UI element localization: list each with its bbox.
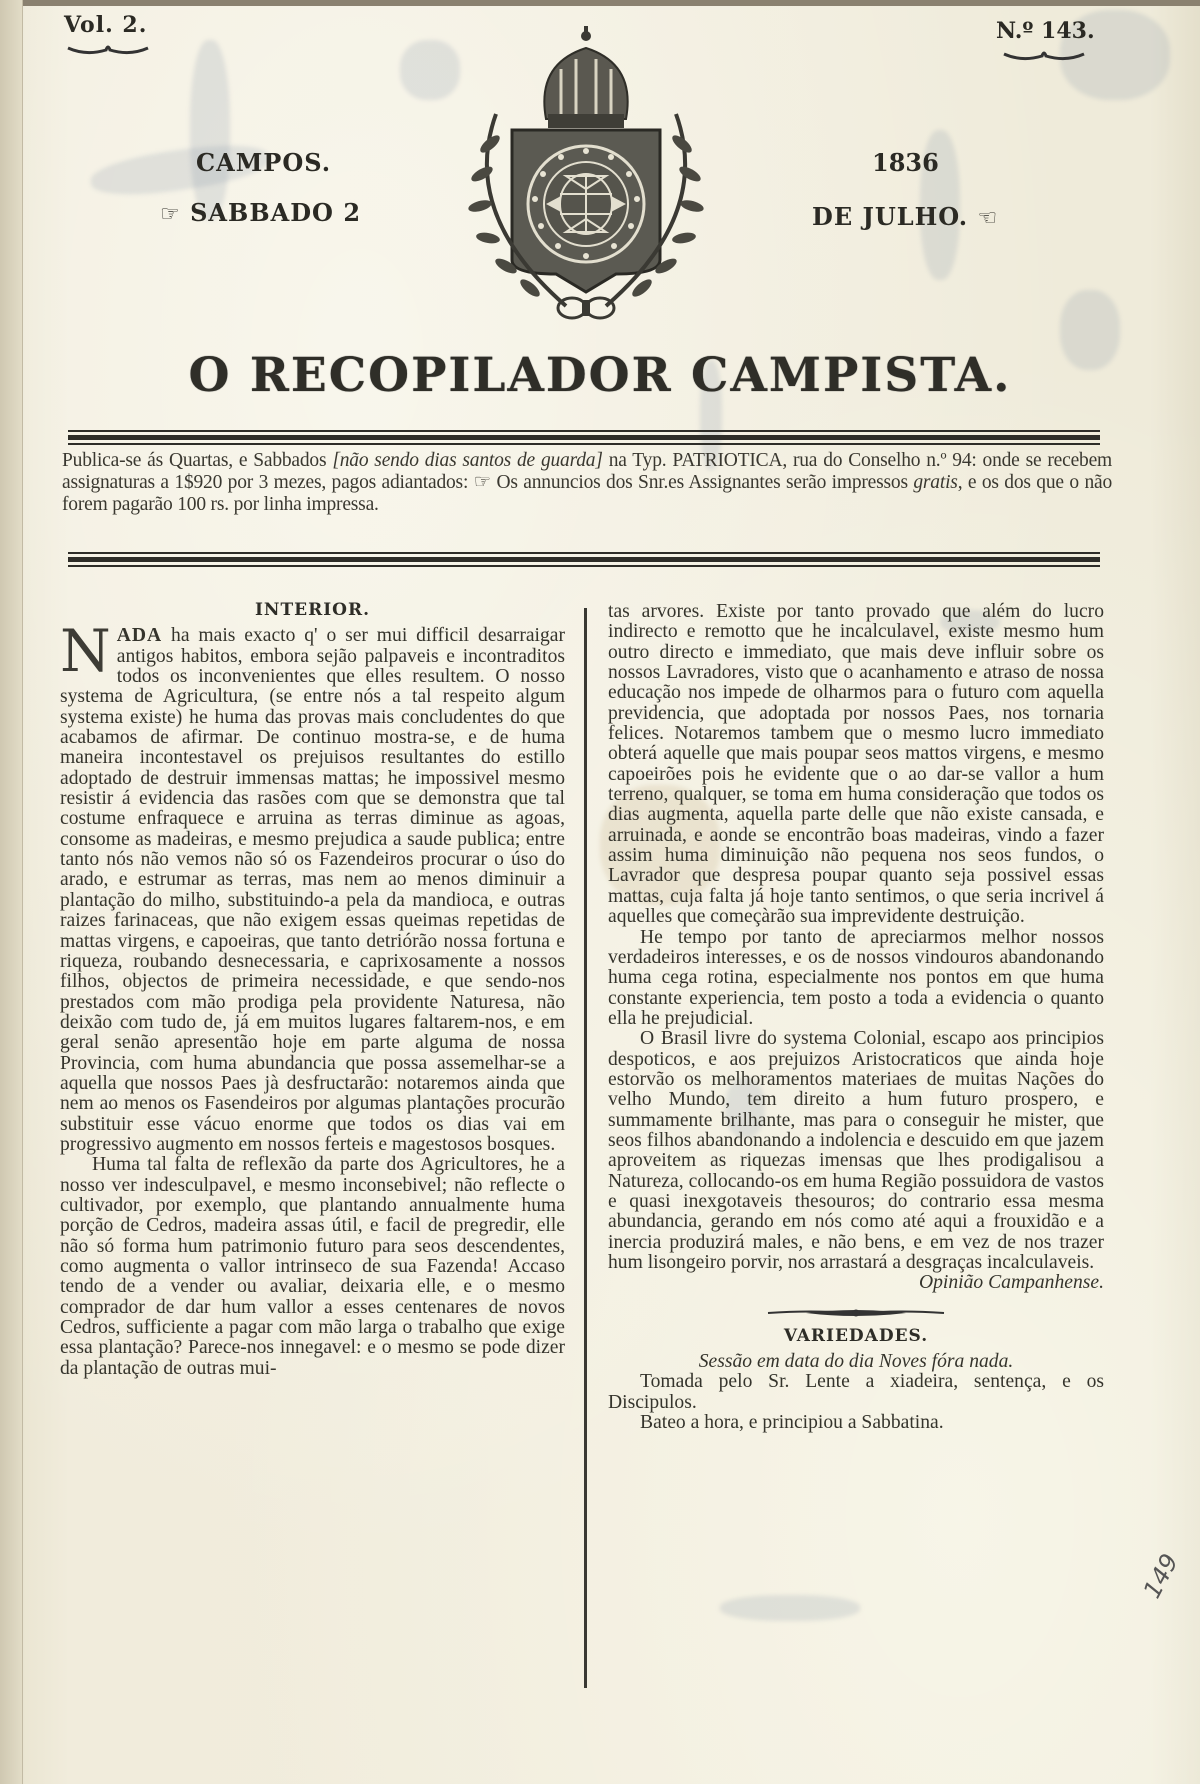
article-paragraph: tas arvores. Existe por tanto provado que além do lucro indirecto e remotto que he incalculavel, existe mesmo hum outro directo e immediato, que mais deve influir sobre os nossos Lavradores, visto que o acanhamento e atraso de nossa educação nos impede de olharmos para o futuro com aquella previdencia, que adoptada por nossos Paes, nos tornaria felices. Notaremos tambem que o mesmo lucro immediato obterá aquelle que mais poupar seos mattos virgens, e mesmo capoeirões pois he evidente que o ao dar-se vallor a hum terreno, qualquer, se toma em huma consideração que todos os dias augmenta, aquella parte delle que não existe cansada, e arruinada, e aonde se encontrão boas madeiras, vindo a fazer assim huma diminuição não pequena nos seos fundos, o Lavrador que despresa poupar quanto seja possivel essas mattas, cuja falta já hoje tanto sentimos, o que seria incrivel á aquelles que começàrão sua imprevidente destruição. [608, 601, 1104, 928]
article-paragraph: Bateo a hora, e principiou a Sabbatina. [640, 1412, 944, 1434]
water-stain [720, 1595, 860, 1621]
swash-ornament-icon [66, 42, 150, 58]
section-subtitle: Sessão em data do dia Noves fóra nada. [698, 1351, 1014, 1373]
month-label: DE JULHO. [812, 202, 969, 231]
ornamental-rule-icon [766, 1308, 946, 1318]
newspaper-title: O RECOPILADOR CAMPISTA. [188, 348, 1012, 403]
publication-notice: Publica-se ás Quartas, e Sabbados [não sendo dias santos de guarda] na Typ. PATRIOTICA, rua do Conselho n.º 94: onde se recebem assignaturas a 1$920 por 3 mezes, pagos adiantados: ☞ Os annuncios dos Snr.es Assignantes serão impressos gratis, e os dos que o não forem pagarão 100 rs. por linha impressa. [62, 450, 1112, 515]
swash-ornament-icon [1002, 48, 1086, 64]
month-date [812, 202, 998, 231]
page-top-edge [0, 0, 1200, 6]
water-stain [190, 40, 230, 220]
article-paragraph: NADA ha mais exacto q' o ser mui difficil desarraigar antigos habitos, embora sejão palpaveis e incontraditos todos os inconvenientes que elles resultem. O nosso systema de Agricultura, (se entre nós a tal respeito algum systema existe) he huma das provas mais concludentes do que acabamos de afirmar. De continuo mostra-se, e de huma maneira incontestavel os prejuisos resultantes do estillo adoptado de destruir immensas mattas; he impossivel mesmo resistir á evidencia das rasões com que se demonstra que tal costume enfraquece e arruina as terras diminue as agoas, consome as madeiras, e mesmo prejudica a saude publica; entre tanto nós não vemos não só os Fazendeiros procurar o úso do arado, e estrumar as terras, mas nem ao menos diminuir a plantação do milho, substituindo-a pela da mandioca, e outras raizes farinaceas, que não exigem essas queimas repetidas de mattas virgens, e capoeiras, que tanto detriórão nossa fortuna e riqueza, roubando desnecessaria, e caprixosamente a nossos filhos, objectos de primeira necessidade, e que sendo-nos prestados com mão prodiga pela providente Naturesa, não deixão com tudo de, já em muitos lugares faltarem-nos, e em geral senão apresentão hoje em parte alguma de nossa Provincia, com huma abundancia que possa assemelhar-se a aquella que nossos Paes jà desfructarão: notaremos ainda que nem ao menos os Fasendeiros por algumas plantações procurão substituir esse vácuo enorme que todos os dias vai em progressivo augmento em nossos ferteis e magestosos bosques. [60, 617, 565, 1155]
weekday-date [160, 198, 361, 227]
article-paragraph: He tempo por tanto de apreciarmos melhor nossos verdadeiros interesses, e os de nossos vindouros abandonando huma cega rotina, especialmente nos pontos em que huma constante experiencia, tem posto a toda a evidencia o quanto ella he prejudicial. [608, 926, 1104, 1029]
double-rule-divider [68, 430, 1100, 448]
binding-edge [0, 0, 23, 1784]
section-heading-variedades: VARIEDADES. [783, 1325, 929, 1346]
section-heading-interior: INTERIOR. [254, 600, 371, 620]
weekday-label: SABBADO 2 [190, 198, 362, 227]
pointing-hand-icon: ☜ [977, 206, 999, 231]
water-stain [400, 40, 460, 100]
column-divider [584, 608, 587, 1688]
article-source: Opinião Campanhense. [918, 1272, 1104, 1294]
handwritten-page-number: 149 [1137, 1549, 1185, 1603]
double-rule-divider [68, 552, 1100, 570]
year-label: 1836 [872, 148, 939, 177]
article-column-left [60, 600, 565, 1379]
volume-label: Vol. 2. [64, 12, 148, 38]
place-name: CAMPOS. [196, 148, 332, 177]
article-paragraph: Huma tal falta de reflexão da parte dos Agricultores, he a nosso ver indesculpavel, e mesmo inconsebivel; não reflecte o cultivador, por exemplo, que plantando annualmente huma porção de Cedros, madeira assas útil, e facil de pregredir, elle não só forma hum patrimonio futuro para seos descendentes, como augmenta o vallor intrinseco de sua Fazenda! Accaso tendo de a vender ou avaliar, deixaria elle, e o mesmo comprador de dar hum vallor a esses centenares de novos Cedros, sufficiente a pagar com mão larga o trabalho que exige essa plantação? Parece-nos innegavel: e o mesmo se pode dizer da plantação de outras mui- [60, 1154, 565, 1379]
imperial-coat-of-arms-icon [466, 24, 706, 322]
article-column-right [608, 602, 1104, 1433]
issue-number: N.º 143. [996, 18, 1095, 44]
drop-cap: N [60, 617, 111, 686]
article-paragraph: O Brasil livre do systema Colonial, escapo aos principios despoticos, e aos prejuizos Aristocraticos que ainda hoje estorvão os melhoramentos materiaes de muitas Nações do velho Mundo, tem direito a hum futuro prospero, e summamente brilhante, mas para o conseguir he mister, que seos filhos abandonando a indolencia e descuido em que jazem aproveitem as riquezas imensas que lhes prodigalisou a Natureza, collocando-os em huma Região possuidora de vastos e quasi inexgotaveis thesouros; do contrario essa mesma abundancia, gerando em nós como até aqui a frouxidão e a inercia produzirá males, e não bens, e em vez de nos trazer hum lisongeiro porvir, nos arrastará a desgraças incalculaveis. Opinião Campanhense. [608, 1028, 1104, 1294]
pointing-hand-icon: ☞ [160, 202, 181, 227]
article-paragraph: Tomada pelo Sr. Lente a xiadeira, sentença, e os Discipulos. [608, 1371, 1104, 1413]
